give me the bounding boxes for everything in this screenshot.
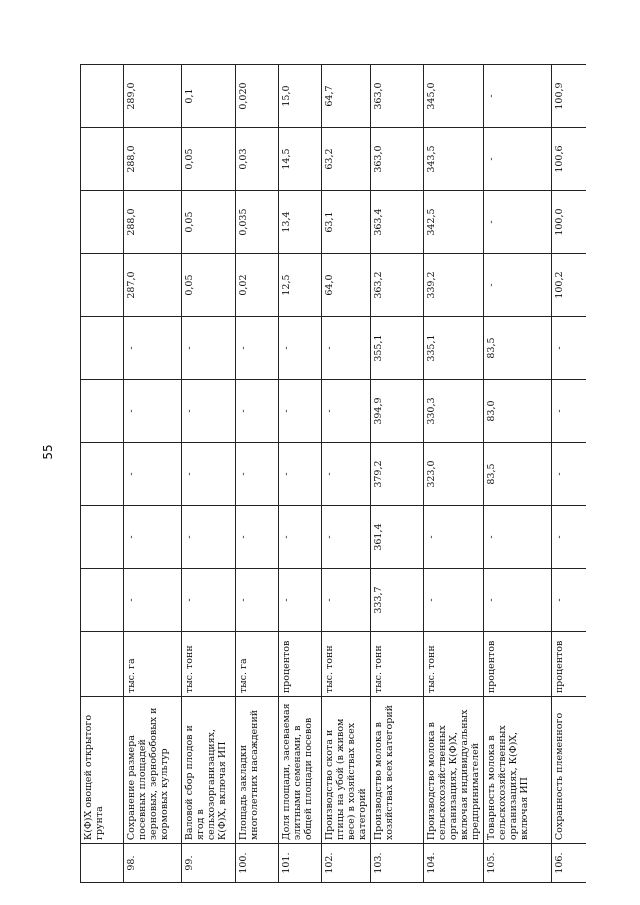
row-number-cell: 102.	[322, 844, 371, 883]
value-cell	[81, 443, 124, 506]
value-cell: -	[182, 506, 236, 569]
value-cell: -	[279, 380, 322, 443]
rotated-table-frame	[80, 64, 586, 883]
table-container	[80, 64, 586, 883]
row-number-cell: 100.	[236, 844, 279, 883]
value-cell: 0,020	[236, 65, 279, 128]
row-number-cell: 104.	[424, 844, 484, 883]
value-cell: 394,9	[371, 380, 424, 443]
value-cell	[81, 506, 124, 569]
value-cell: 323,0	[424, 443, 484, 506]
unit-cell: тыс. тонн	[322, 632, 371, 697]
value-cell: -	[182, 380, 236, 443]
value-cell: 0,1	[182, 65, 236, 128]
indicator-table	[80, 64, 586, 883]
value-cell: 63,1	[322, 191, 371, 254]
value-cell: -	[279, 317, 322, 380]
table-row	[81, 65, 124, 883]
value-cell: -	[322, 443, 371, 506]
value-cell: 363,0	[371, 65, 424, 128]
value-cell: -	[279, 506, 322, 569]
value-cell: -	[424, 569, 484, 632]
table-row	[484, 65, 552, 883]
value-cell: 15,0	[279, 65, 322, 128]
value-cell: 339,2	[424, 254, 484, 317]
unit-cell: тыс. га	[124, 632, 182, 697]
unit-cell: тыс. га	[236, 632, 279, 697]
unit-cell: процентов	[552, 632, 587, 697]
indicator-name-cell: К(Ф)Х овощей открытого грунта	[81, 697, 124, 844]
indicator-name-cell: Сохранность племенного	[552, 697, 587, 844]
value-cell: 63,2	[322, 128, 371, 191]
table-row	[552, 65, 587, 883]
value-cell: 355,1	[371, 317, 424, 380]
value-cell: 100,2	[552, 254, 587, 317]
value-cell: 13,4	[279, 191, 322, 254]
table-row	[322, 65, 371, 883]
value-cell: -	[236, 380, 279, 443]
unit-cell: тыс. тонн	[182, 632, 236, 697]
value-cell: 287,0	[124, 254, 182, 317]
indicator-name-cell: Доля площади, засеваемая элитными семенами, в общей площади посевов	[279, 697, 322, 844]
value-cell: -	[124, 569, 182, 632]
value-cell: 12,5	[279, 254, 322, 317]
value-cell: 14,5	[279, 128, 322, 191]
unit-cell: тыс. тонн	[371, 632, 424, 697]
table-row	[124, 65, 182, 883]
value-cell: -	[552, 506, 587, 569]
value-cell: 0,05	[182, 191, 236, 254]
value-cell: -	[552, 569, 587, 632]
value-cell: 345,0	[424, 65, 484, 128]
value-cell: -	[182, 443, 236, 506]
value-cell: -	[484, 128, 552, 191]
row-number-cell: 98.	[124, 844, 182, 883]
value-cell: 342,5	[424, 191, 484, 254]
unit-cell: процентов	[484, 632, 552, 697]
indicator-name-cell: Сохранение размера посевных площадей зерновых, зернобобовых и кормовых культур	[124, 697, 182, 844]
value-cell: -	[236, 317, 279, 380]
row-number-cell: 105.	[484, 844, 552, 883]
unit-cell: процентов	[279, 632, 322, 697]
value-cell	[81, 569, 124, 632]
table-row	[371, 65, 424, 883]
value-cell: -	[552, 317, 587, 380]
value-cell: -	[124, 317, 182, 380]
indicator-name-cell: Товарность молока в сельскохозяйственных организациях, К(Ф)Х, включая ИП	[484, 697, 552, 844]
value-cell: -	[322, 506, 371, 569]
page-number: 55	[41, 444, 55, 460]
value-cell: 288,0	[124, 191, 182, 254]
value-cell: -	[424, 506, 484, 569]
value-cell: -	[182, 317, 236, 380]
unit-cell	[81, 632, 124, 697]
row-number-cell: 103.	[371, 844, 424, 883]
indicator-name-cell: Производство молока в хозяйствах всех категорий	[371, 697, 424, 844]
value-cell: 363,2	[371, 254, 424, 317]
value-cell: 64,7	[322, 65, 371, 128]
value-cell: -	[236, 569, 279, 632]
value-cell: 363,4	[371, 191, 424, 254]
indicator-name-cell: Производство молока в сельскохозяйственных организациях, К(Ф)Х, включая индивидуальных предпринимателей	[424, 697, 484, 844]
value-cell: 100,6	[552, 128, 587, 191]
row-number-cell: 106.	[552, 844, 587, 883]
value-cell	[81, 65, 124, 128]
value-cell: -	[236, 443, 279, 506]
row-number-cell: 99.	[182, 844, 236, 883]
value-cell: 0,03	[236, 128, 279, 191]
value-cell: -	[182, 569, 236, 632]
value-cell: 361,4	[371, 506, 424, 569]
value-cell: 363,0	[371, 128, 424, 191]
value-cell: 100,9	[552, 65, 587, 128]
value-cell: 0,035	[236, 191, 279, 254]
value-cell: -	[279, 443, 322, 506]
value-cell: 0,05	[182, 128, 236, 191]
row-number-cell: 101.	[279, 844, 322, 883]
indicator-name-cell: Производство скота и птицы на убой (в живом весе) в хозяйствах всех категорий	[322, 697, 371, 844]
value-cell: 83,5	[484, 317, 552, 380]
value-cell: -	[279, 569, 322, 632]
table-row	[424, 65, 484, 883]
value-cell: -	[322, 317, 371, 380]
value-cell: 0,02	[236, 254, 279, 317]
row-number-cell	[81, 844, 124, 883]
value-cell: 83,5	[484, 443, 552, 506]
value-cell: 289,0	[124, 65, 182, 128]
value-cell: 288,0	[124, 128, 182, 191]
value-cell: -	[124, 443, 182, 506]
value-cell: 64,0	[322, 254, 371, 317]
value-cell: 333,7	[371, 569, 424, 632]
value-cell: -	[484, 191, 552, 254]
value-cell	[81, 380, 124, 443]
value-cell: -	[322, 380, 371, 443]
value-cell: -	[484, 569, 552, 632]
value-cell	[81, 254, 124, 317]
table-row	[236, 65, 279, 883]
value-cell: 330,3	[424, 380, 484, 443]
value-cell: -	[484, 506, 552, 569]
value-cell: -	[552, 443, 587, 506]
value-cell: -	[124, 380, 182, 443]
value-cell	[81, 317, 124, 380]
indicator-name-cell: Валовой сбор плодов и ягод в сельхозорганизациях, К(Ф)Х, включая ИП	[182, 697, 236, 844]
value-cell	[81, 191, 124, 254]
value-cell	[81, 128, 124, 191]
value-cell: 343,5	[424, 128, 484, 191]
value-cell: 379,2	[371, 443, 424, 506]
value-cell: 83,0	[484, 380, 552, 443]
value-cell: -	[322, 569, 371, 632]
value-cell: -	[484, 65, 552, 128]
indicator-name-cell: Площадь закладки многолетних насаждений	[236, 697, 279, 844]
value-cell: 335,1	[424, 317, 484, 380]
value-cell: -	[236, 506, 279, 569]
value-cell: -	[552, 380, 587, 443]
value-cell: -	[124, 506, 182, 569]
table-row	[182, 65, 236, 883]
value-cell: -	[484, 254, 552, 317]
table-row	[279, 65, 322, 883]
value-cell: 100,0	[552, 191, 587, 254]
unit-cell: тыс. тонн	[424, 632, 484, 697]
value-cell: 0,05	[182, 254, 236, 317]
